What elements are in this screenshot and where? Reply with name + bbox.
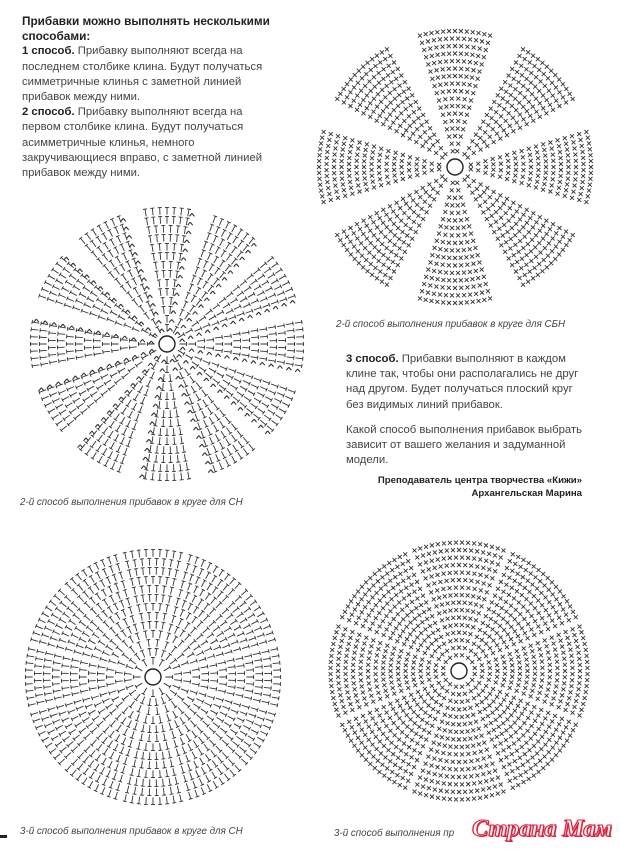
caption-bottom-left: 3-й способ выполнения прибавок в круге для СН	[20, 826, 243, 837]
watermark-logo: Страна Мам	[472, 816, 612, 842]
method3-text-block	[346, 352, 592, 468]
method2-text: Прибавку выполняют всегда на первом столбике клина. Будут получаться асимметричные клинья, немного закручивающиеся вправо, с заметной линией прибавок между ними.	[22, 106, 263, 180]
author-signature	[342, 475, 582, 500]
method1-text: Прибавку выполняют всегда на последнем столбике клина. Будут получаться симметричные клинья с заметной линией прибавок между ними.	[22, 45, 263, 104]
method1-paragraph	[22, 44, 270, 105]
method3-paragraph	[346, 352, 592, 413]
caption-top-right: 2-й способ выполнения прибавок в круге для СБН	[336, 319, 566, 330]
page-marker	[0, 835, 7, 838]
author-name: Архангельская Марина	[471, 487, 582, 499]
caption-middle-left: 2-й способ выполнения прибавок в круге для СН	[20, 497, 243, 508]
intro-heading: Прибавки можно выполнять несколькими способами:	[22, 14, 270, 44]
method3-text: Прибавки выполняют в каждом клине так, чтобы они располагались не друг над другом. Будет получаться плоский круг без видимых линий прибавок.	[346, 353, 579, 411]
caption-bottom-right: 3-й способ выполнения пр	[334, 828, 455, 839]
method3-label: 3 способ.	[346, 353, 399, 365]
method1-label: 1 способ.	[22, 45, 75, 58]
intro-text	[22, 14, 270, 181]
method2-label: 2 способ.	[22, 106, 75, 119]
author-affiliation: Преподаватель центра творчества «Кижи»	[377, 475, 582, 486]
method2-paragraph	[22, 105, 270, 181]
diagram-sn-method3	[16, 540, 290, 814]
method-choice-paragraph: Какой способ выполнения прибавок выбрать зависит от вашего желания и задуманной модели.	[346, 423, 582, 467]
diagram-sbn-method2	[310, 22, 600, 312]
diagram-sn-method2	[26, 203, 308, 485]
diagram-sbn-method3	[320, 532, 598, 810]
